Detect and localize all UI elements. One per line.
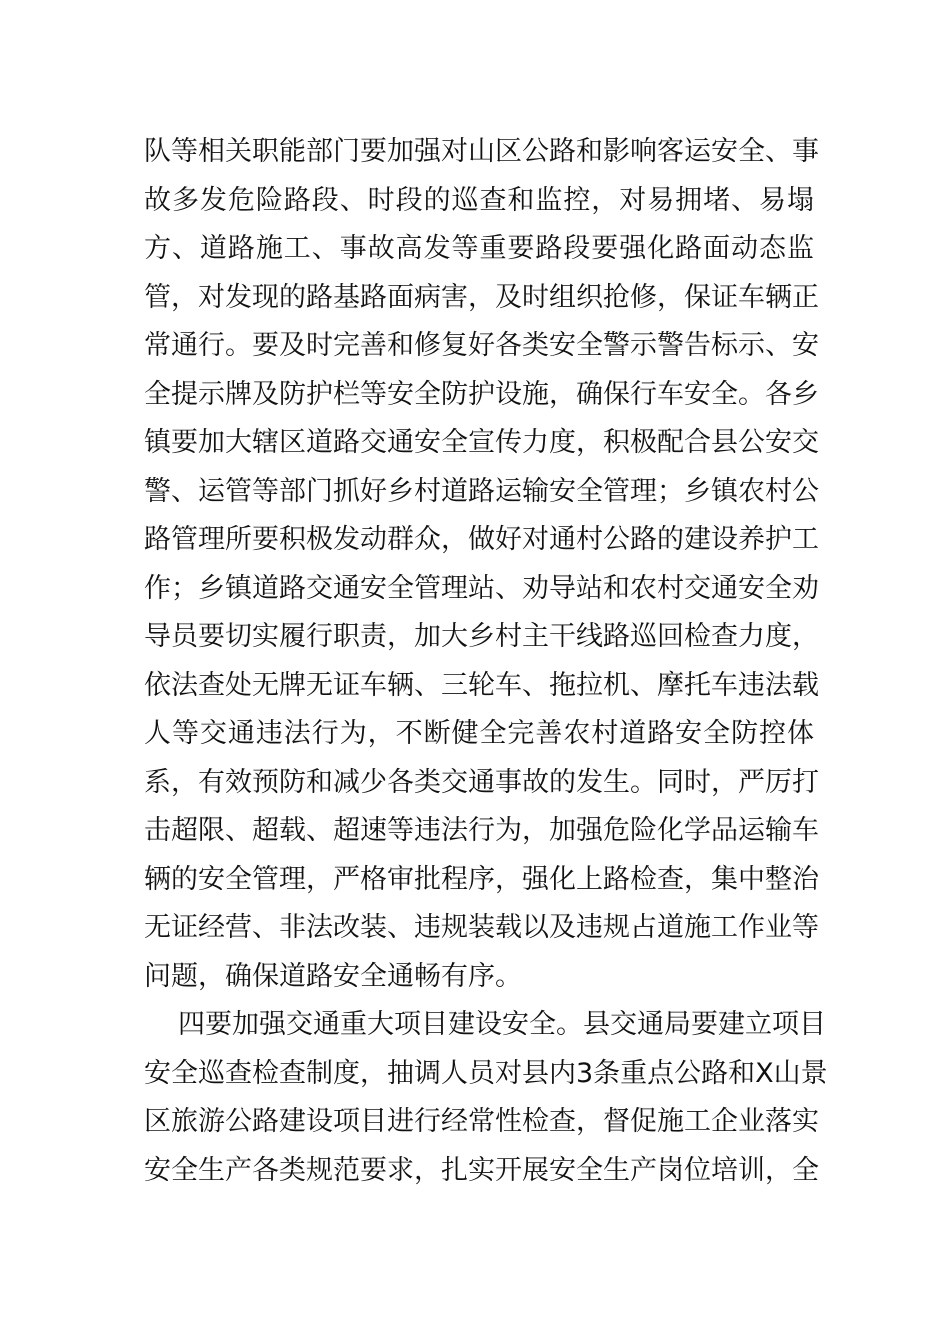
text-line-4: 管，对发现的路基路面病害，及时组织抢修，保证车辆正: [144, 281, 819, 313]
body-text: [144, 128, 828, 1195]
text-line-18: 问题，确保道路安全通畅有序。: [144, 960, 522, 992]
text-line-11: 导员要切实履行职责，加大乡村主干线路巡回检查力度，: [144, 621, 819, 652]
text-line-9: 路管理所要积极发动群众，做好对通村公路的建设养护工: [144, 524, 819, 555]
text-line-14: 系，有效预防和减少各类交通事故的发生。同时，严厉打: [144, 766, 819, 798]
text-line-13: 人等交通违法行为，不断健全完善农村道路安全防控体: [144, 718, 814, 749]
text-line-6: 全提示牌及防护栏等安全防护设施，确保行车安全。各乡: [144, 378, 819, 410]
text-line-12: 依法查处无牌无证车辆、三轮车、拖拉机、摩托车违法载: [144, 669, 819, 701]
text-line-17: 无证经营、非法改装、违规装载以及违规占道施工作业等: [144, 912, 819, 943]
text-line-2: 故多发危险路段、时段的巡查和监控，对易拥堵、易塌: [144, 184, 814, 216]
text-line-5: 常通行。要及时完善和修复好各类安全警示警告标示、安: [144, 330, 819, 361]
text-line-3: 方、道路施工、事故高发等重要路段要强化路面动态监: [144, 233, 814, 264]
text-line-7: 镇要加大辖区道路交通安全宣传力度，积极配合县公安交: [144, 427, 819, 458]
text-line-22: 安全生产各类规范要求，扎实开展安全生产岗位培训，全: [144, 1154, 819, 1186]
text-line-1: 队等相关职能部门要加强对山区公路和影响客运安全、事: [144, 136, 819, 167]
paragraph-start-line: 四要加强交通重大项目建设安全。县交通局要建立项目: [178, 1009, 826, 1040]
text-line-15: 击超限、超载、超速等违法行为，加强危险化学品运输车: [144, 815, 819, 846]
text-line-16: 辆的安全管理，严格审批程序，强化上路检查，集中整治: [144, 863, 819, 895]
text-line-8: 警、运管等部门抓好乡村道路运输安全管理；乡镇农村公: [144, 475, 819, 507]
text-line-21: 区旅游公路建设项目进行经常性检查，督促施工企业落实: [144, 1106, 819, 1137]
text-line-10: 作；乡镇道路交通安全管理站、劝导站和农村交通安全劝: [144, 572, 819, 604]
text-line-20: 安全巡查检查制度，抽调人员对县内3条重点公路和X山景: [144, 1057, 828, 1089]
